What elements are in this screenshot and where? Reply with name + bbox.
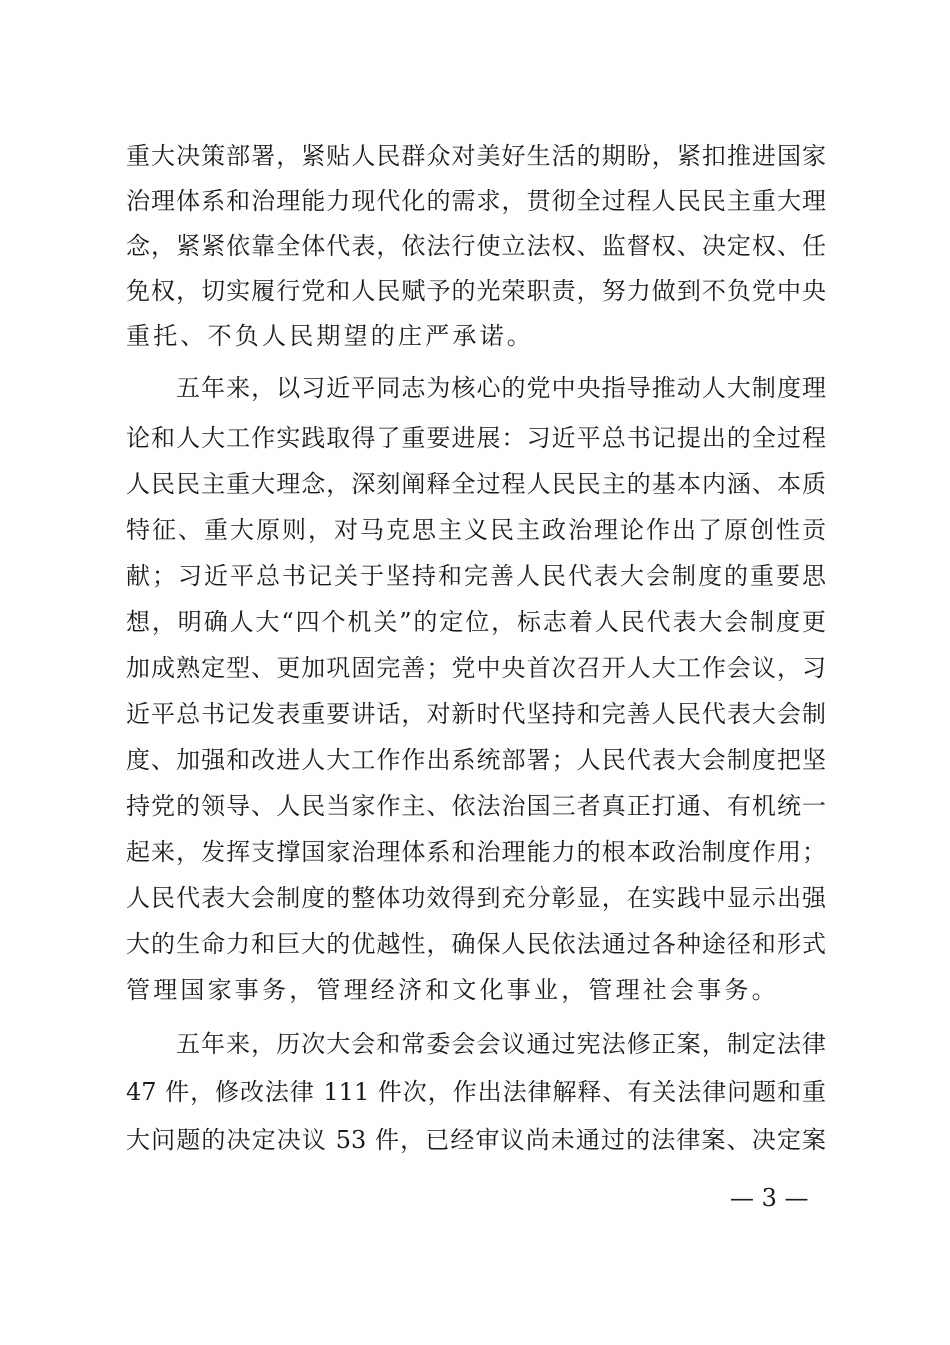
text-line: 特征、重大原则，对马克思主义民主政治理论作出了原创性贡: [126, 516, 826, 544]
text-line: 47 件，修改法律 111 件次，作出法律解释、有关法律问题和重: [126, 1078, 826, 1106]
text-line: 近平总书记发表重要讲话，对新时代坚持和完善人民代表大会制: [126, 700, 826, 728]
text-line: 重大决策部署，紧贴人民群众对美好生活的期盼，紧扣推进国家: [126, 142, 826, 170]
text-line: 大的生命力和巨大的优越性，确保人民依法通过各种途径和形式: [126, 930, 826, 958]
text-line: 献；习近平总书记关于坚持和完善人民代表大会制度的重要思: [126, 562, 826, 590]
text-line: 免权，切实履行党和人民赋予的光荣职责，努力做到不负党中央: [126, 277, 826, 305]
text-line: 念，紧紧依靠全体代表，依法行使立法权、监督权、决定权、任: [126, 232, 826, 260]
text-line: 论和人大工作实践取得了重要进展：习近平总书记提出的全过程: [126, 424, 826, 452]
text-line: 大问题的决定决议 53 件，已经审议尚未通过的法律案、决定案: [126, 1126, 826, 1154]
text-line: 重托、不负人民期望的庄严承诺。: [126, 322, 534, 350]
text-line: 想，明确人大“四个机关”的定位，标志着人民代表大会制度更: [126, 608, 826, 636]
text-line: 起来，发挥支撑国家治理体系和治理能力的根本政治制度作用；: [126, 838, 826, 866]
text-line: 持党的领导、人民当家作主、依法治国三者真正打通、有机统一: [126, 792, 826, 820]
text-line: 管理国家事务，管理经济和文化事业，管理社会事务。: [126, 976, 779, 1004]
page-number: — 3 —: [730, 1184, 809, 1212]
text-line: 人民代表大会制度的整体功效得到充分彰显，在实践中显示出强: [126, 884, 826, 912]
text-line: 治理体系和治理能力现代化的需求，贯彻全过程人民民主重大理: [126, 187, 826, 215]
text-line: 度、加强和改进人大工作作出系统部署；人民代表大会制度把坚: [126, 746, 826, 774]
text-line: 加成熟定型、更加巩固完善；党中央首次召开人大工作会议，习: [126, 654, 826, 682]
text-line: 五年来，历次大会和常委会会议通过宪法修正案，制定法律: [176, 1030, 826, 1058]
text-line: 人民民主重大理念，深刻阐释全过程人民民主的基本内涵、本质: [126, 470, 826, 498]
text-line: 五年来，以习近平同志为核心的党中央指导推动人大制度理: [176, 374, 826, 402]
